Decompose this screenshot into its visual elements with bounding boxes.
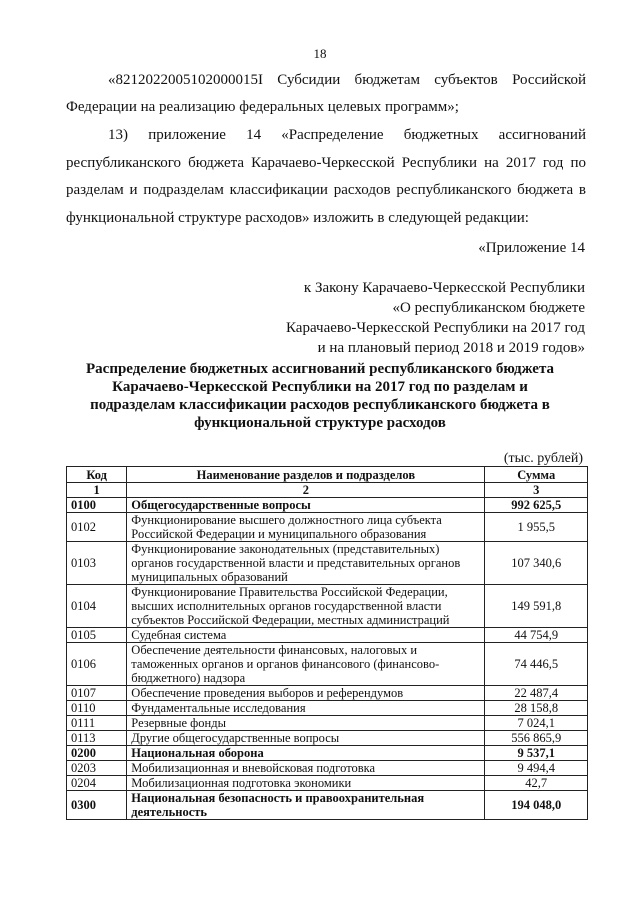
row-name: Резервные фонды — [127, 716, 485, 731]
units-label: (тыс. рублей) — [503, 451, 583, 466]
row-name: Функционирование Правительства Российской Федерации, высших исполнительных органов государственной власти субъектов Российской Федерации, местных администраций — [127, 585, 485, 628]
row-code: 0204 — [67, 776, 127, 791]
row-name: Другие общегосударственные вопросы — [127, 731, 485, 746]
row-sum: 556 865,9 — [485, 731, 588, 746]
row-code: 0300 — [67, 791, 127, 820]
row-code: 0111 — [67, 716, 127, 731]
row-code: 0107 — [67, 686, 127, 701]
row-code: 0200 — [67, 746, 127, 761]
row-name: Мобилизационная и вневойсковая подготовка — [127, 761, 485, 776]
row-code: 0103 — [67, 542, 127, 585]
row-sum: 28 158,8 — [485, 701, 588, 716]
column-number-2: 2 — [127, 483, 485, 498]
header-name: Наименование разделов и подразделов — [127, 467, 485, 483]
annex-title: «Приложение 14 — [478, 240, 585, 256]
row-code: 0110 — [67, 701, 127, 716]
table-row — [67, 513, 588, 542]
row-sum: 9 494,4 — [485, 761, 588, 776]
header-code: Код — [67, 467, 127, 483]
row-code: 0106 — [67, 643, 127, 686]
row-code: 0105 — [67, 628, 127, 643]
row-code: 0100 — [67, 498, 127, 513]
row-name: Национальная безопасность и правоохранительная деятельность — [127, 791, 485, 820]
table-row — [67, 731, 588, 746]
document-heading: Распределение бюджетных ассигнований республиканского бюджета Карачаево-Черкесской Республики на 2017 год по разделам и подразделам классификации расходов республиканского бюджета в функциональной структуре расходов — [86, 361, 554, 431]
row-sum: 44 754,9 — [485, 628, 588, 643]
row-sum: 992 625,5 — [485, 498, 588, 513]
item-13-paragraph: 13) приложение 14 «Распределение бюджетных ассигнований республиканского бюджета Карачаево-Черкесской Республики на 2017 год по разделам и подразделам классификации расходов республиканского бюджета в функциональной структуре расходов» изложить в следующей редакции: — [66, 127, 586, 226]
table-row — [67, 686, 588, 701]
row-name: Фундаментальные исследования — [127, 701, 485, 716]
table-row — [67, 542, 588, 585]
table-row — [67, 498, 588, 513]
column-number-1: 1 — [67, 483, 127, 498]
annex-line-1: к Закону Карачаево-Черкесской Республики — [303, 280, 585, 296]
table-row — [67, 628, 588, 643]
row-code: 0203 — [67, 761, 127, 776]
row-sum: 9 537,1 — [485, 746, 588, 761]
row-code: 0102 — [67, 513, 127, 542]
row-sum: 42,7 — [485, 776, 588, 791]
row-name: Функционирование высшего должностного лица субъекта Российской Федерации и муниципального образования — [127, 513, 485, 542]
annex-line-4: и на плановый период 2018 и 2019 годов» — [317, 340, 585, 356]
row-sum: 1 955,5 — [485, 513, 588, 542]
row-code: 0104 — [67, 585, 127, 628]
table-row — [67, 761, 588, 776]
intro-line-1: «8212022005102000015I Субсидии бюджетам субъектов Российской — [108, 72, 586, 88]
row-sum: 107 340,6 — [485, 542, 588, 585]
row-name: Функционирование законодательных (представительных) органов государственной власти и представительных органов муниципальных образований — [127, 542, 485, 585]
table-row — [67, 585, 588, 628]
row-name: Судебная система — [127, 628, 485, 643]
table-row — [67, 746, 588, 761]
table-row — [67, 791, 588, 820]
annex-subtitle — [286, 278, 585, 358]
table-header-row — [67, 467, 588, 483]
row-sum: 149 591,8 — [485, 585, 588, 628]
table-row — [67, 776, 588, 791]
row-name: Обеспечение проведения выборов и референдумов — [127, 686, 485, 701]
row-sum: 194 048,0 — [485, 791, 588, 820]
row-name: Национальная оборона — [127, 746, 485, 761]
row-sum: 74 446,5 — [485, 643, 588, 686]
intro-line-2: Федерации на реализацию федеральных целевых программ»; — [66, 99, 459, 115]
row-name: Мобилизационная подготовка экономики — [127, 776, 485, 791]
page-number: 18 — [313, 46, 327, 61]
table-row — [67, 716, 588, 731]
budget-table — [66, 466, 588, 820]
row-name: Общегосударственные вопросы — [127, 498, 485, 513]
table-row — [67, 701, 588, 716]
column-number-row — [67, 483, 588, 498]
column-number-3: 3 — [485, 483, 588, 498]
header-sum: Сумма — [485, 467, 588, 483]
row-code: 0113 — [67, 731, 127, 746]
annex-line-2: «О республиканском бюджете — [392, 300, 585, 316]
table-row — [67, 643, 588, 686]
annex-line-3: Карачаево-Черкесской Республики на 2017 год — [286, 320, 585, 336]
row-name: Обеспечение деятельности финансовых, налоговых и таможенных органов и органов финансового (финансово-бюджетного) надзора — [127, 643, 485, 686]
row-sum: 22 487,4 — [485, 686, 588, 701]
row-sum: 7 024,1 — [485, 716, 588, 731]
